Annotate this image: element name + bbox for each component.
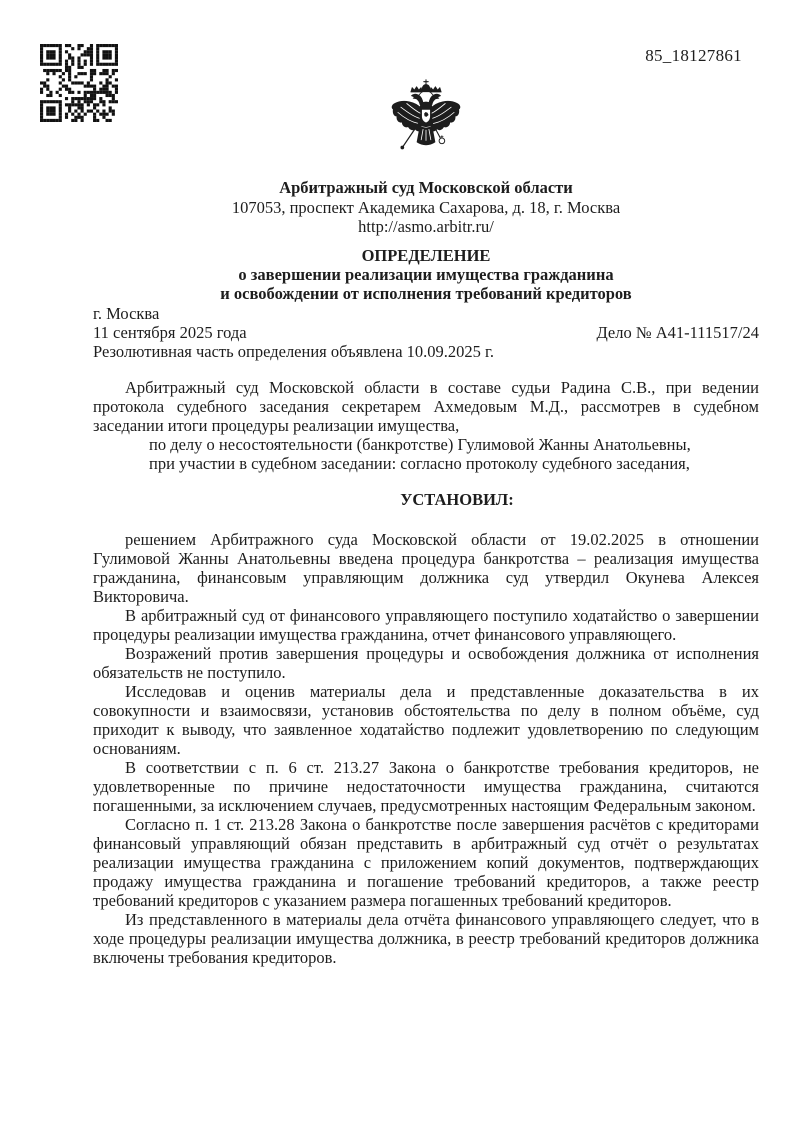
court-address: 107053, проспект Академика Сахарова, д. 18, г. Москва <box>231 197 621 217</box>
body-paragraph: Возражений против завершения процедуры и освобождения должника от исполнения обязательств не поступило. <box>93 643 759 682</box>
coat-of-arms-icon <box>93 0 759 168</box>
court-name: Арбитражный суд Московской области <box>279 178 573 197</box>
document-type-title: ОПРЕДЕЛЕНИЕ <box>361 245 491 265</box>
body-paragraph: Из представленного в материалы дела отчёта финансового управляющего следует, что в ходе процедуры реализации имущества должника, в реестр требований кредиторов должника включены требования кредиторов. <box>93 909 759 967</box>
established-heading: УСТАНОВИЛ: <box>400 489 514 509</box>
intro-paragraph: Арбитражный суд Московской области в составе судьи Радина С.В., при ведении протокола судебного заседания секретарем Ахмедовым М.Д., рассмотрев в судебном заседании итоги процедуры реализации имущества, <box>93 377 759 435</box>
body-paragraph: Исследовав и оценив материалы дела и представленные доказательства в их совокупности и взаимосвязи, установив обстоятельства по делу в полном объёме, суд приходит к выводу, что заявленное ходатайство подлежит удовлетворению по следующим основаниям. <box>93 681 759 758</box>
qr-code <box>40 44 118 122</box>
document-stamp-number: 85_18127861 <box>645 46 742 65</box>
document-subtitle-line1: о завершении реализации имущества гражданина <box>238 264 614 284</box>
hearing-date: 11 сентября 2025 года <box>93 322 247 342</box>
body-paragraph: В арбитражный суд от финансового управляющего поступило ходатайство о завершении процедуры реализации имущества гражданина, отчет финансового управляющего. <box>93 605 759 644</box>
city-label: г. Москва <box>93 303 160 323</box>
resolution-announcement: Резолютивная часть определения объявлена 10.09.2025 г. <box>93 341 495 361</box>
court-website: http://asmo.arbitr.ru/ <box>358 217 494 236</box>
body-paragraph: В соответствии с п. 6 ст. 213.27 Закона о банкротстве требования кредиторов, не удовлетворенные по причине недостаточности имущества гражданина, считаются погашенными, за исключением случаев, предусмотренных настоящим Федеральным законом. <box>93 757 759 815</box>
intro-paragraph: при участии в судебном заседании: согласно протоколу судебного заседания, <box>149 453 690 473</box>
body-paragraph: решением Арбитражного суда Московской области от 19.02.2025 в отношении Гулимовой Жанны Анатольевны введена процедура банкротства – реализация имущества гражданина, финансовым управляющим должника суд утвердил Окунева Алексея Викторовича. <box>93 529 759 606</box>
intro-paragraph: по делу о несостоятельности (банкротстве) Гулимовой Жанны Анатольевны, <box>149 434 691 454</box>
case-number: Дело № А41-111517/24 <box>596 322 759 342</box>
body-paragraph: Согласно п. 1 ст. 213.28 Закона о банкротстве после завершения расчётов с кредиторами финансовый управляющий обязан представить в арбитражный суд отчёт о результатах реализации имущества гражданина с приложением копий документов, подтверждающих продажу имущества гражданина и погашение требований кредиторов, а также реестр требований кредиторов с указанием размера погашенных требований кредиторов. <box>93 814 759 910</box>
document-subtitle-line2: и освобождении от исполнения требований кредиторов <box>220 283 632 303</box>
